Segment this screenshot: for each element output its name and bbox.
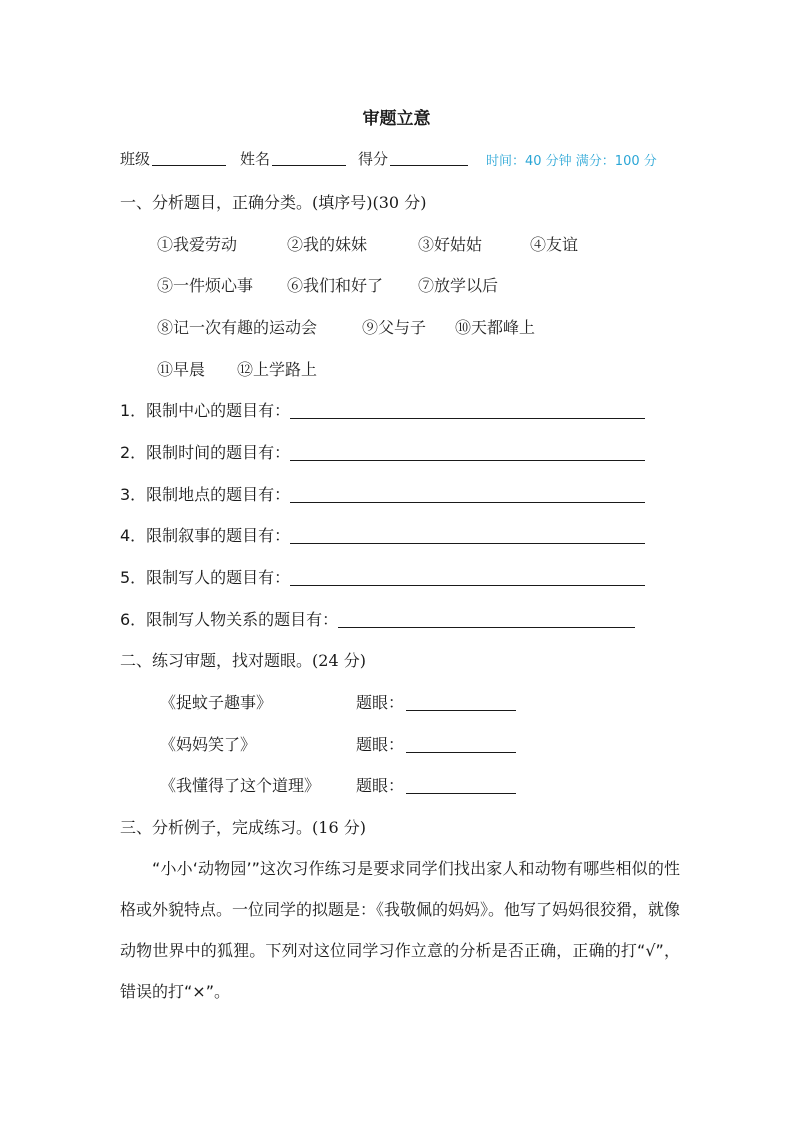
option-8: ⑧记一次有趣的运动会 [157,318,318,337]
question-4 [120,523,645,546]
section3-heading-text: 三、分析例子，完成练习。 [120,818,313,837]
practice-label-2: 题眼： [356,735,405,754]
option-12: ⑫上学路上 [237,360,318,379]
question-6-text: 6．限制写人物关系的题目有： [120,610,339,629]
option-9: ⑨父与子 [362,318,427,337]
score-field [358,148,468,169]
section1-points: (填序号)(30 分) [312,193,427,212]
score-label: 得分 [358,150,389,168]
answer-line-3[interactable] [290,486,645,503]
practice-label-3: 题眼： [356,776,405,795]
practice-line-2[interactable] [406,736,516,753]
practice-answer-3 [356,773,516,796]
option-5: ⑤一件烦心事 [157,276,254,295]
question-5 [120,565,645,588]
question-3-text: 3．限制地点的题目有： [120,485,291,504]
practice-title-1: 《捉蚊子趣事》 [160,693,273,712]
class-blank[interactable] [152,150,226,166]
question-5-text: 5．限制写人的题目有： [120,568,291,587]
name-field [240,148,346,169]
section2-points: (24 分) [312,651,366,670]
practice-line-3[interactable] [406,777,516,794]
answer-line-2[interactable] [290,444,645,461]
practice-title-3: 《我懂得了这个道理》 [160,776,321,795]
answer-line-4[interactable] [290,527,645,544]
practice-line-1[interactable] [406,694,516,711]
name-label: 姓名 [240,150,271,168]
section2-heading [120,648,366,671]
name-blank[interactable] [272,150,346,166]
section1-heading [120,190,426,213]
question-2-text: 2．限制时间的题目有： [120,443,291,462]
answer-line-1[interactable] [290,402,645,419]
practice-answer-1 [356,690,516,713]
option-2: ②我的妹妹 [287,235,368,254]
practice-answer-2 [356,732,516,755]
section3-points: (16 分) [312,818,366,837]
section3-heading [120,815,366,838]
time-info: 时间：40 分钟 满分：100 分 [486,154,657,169]
option-3: ③好姑姑 [418,235,483,254]
option-7: ⑦放学以后 [418,276,499,295]
score-blank[interactable] [390,150,468,166]
section2-heading-text: 二、练习审题，找对题眼。 [120,651,313,670]
class-label: 班级 [120,150,151,168]
practice-title-2: 《妈妈笑了》 [160,735,257,754]
answer-line-5[interactable] [290,569,645,586]
section1-heading-text: 一、分析题目，正确分类。 [120,193,313,212]
option-11: ⑪早晨 [157,360,206,379]
question-6 [120,607,635,630]
section3-paragraph-text: “小小‘动物园’”这次习作练习是要求同学们找出家人和动物有哪些相似的性格或外貌特点。一位同学的拟题是：《我敬佩的妈妈》。他写了妈妈很狡猾，就像动物世界中的狐狸。下列对这位同学习作立意的分析是否正确，正确的打“√”，错误的打“×”。 [120,859,681,1001]
question-3 [120,482,645,505]
option-4: ④友谊 [530,235,579,254]
page-title: 审题立意 [362,109,431,129]
option-6: ⑥我们和好了 [287,276,384,295]
option-10: ⑩天都峰上 [455,318,536,337]
question-2 [120,440,645,463]
option-1: ①我爱劳动 [157,235,238,254]
class-field [120,148,226,169]
question-4-text: 4．限制叙事的题目有： [120,526,291,545]
question-1 [120,398,645,421]
section3-paragraph [120,848,680,1012]
answer-line-6[interactable] [338,611,635,628]
practice-label-1: 题眼： [356,693,405,712]
question-1-text: 1．限制中心的题目有： [120,401,291,420]
